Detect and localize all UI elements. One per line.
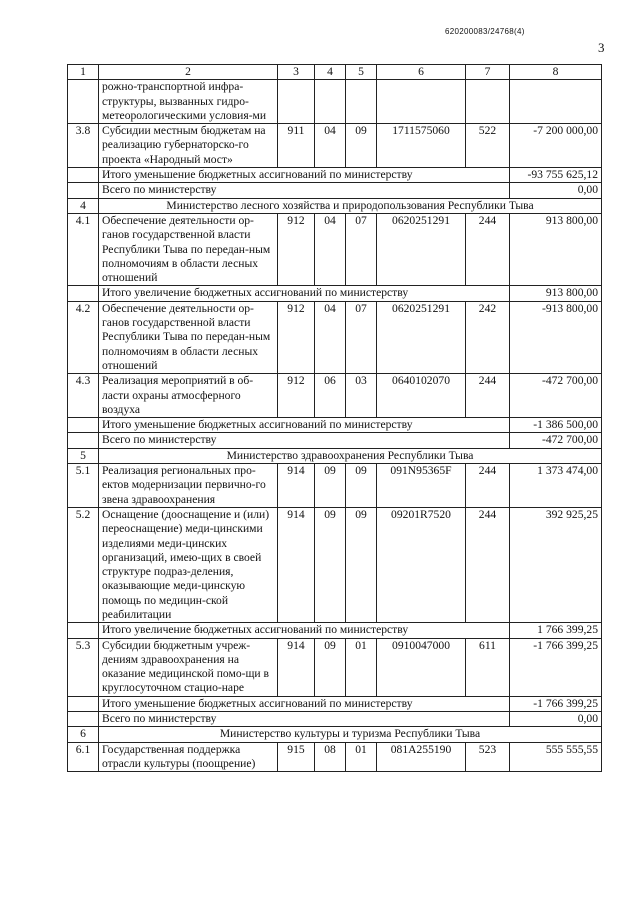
item-name: Реализация мероприятий в об-ласти охраны атмосферного воздуха <box>99 374 278 418</box>
amount: 1 373 474,00 <box>510 464 602 508</box>
table-body <box>68 65 602 772</box>
total-row <box>68 712 602 727</box>
item-name: Субсидии бюджетным учреж-дениям здравоохранения на оказание медицинской помо-щи в круглосуточном стацио-наре <box>99 638 278 696</box>
expense-type-code: 611 <box>466 638 510 696</box>
section-code: 08 <box>315 742 346 772</box>
subsection-code: 09 <box>346 507 377 622</box>
total-label: Итого увеличение бюджетных ассигнований по министерству <box>99 286 510 301</box>
table-row <box>68 464 602 508</box>
item-number: 5.1 <box>68 464 99 508</box>
subsection-code: 01 <box>346 638 377 696</box>
item-name: Обеспечение деятельности ор-ганов государственной власти Республики Тыва по передан-ным полномочиям в области лесных отношений <box>99 301 278 373</box>
table-row <box>68 213 602 285</box>
subsection-code: 01 <box>346 742 377 772</box>
empty-cell <box>68 286 99 301</box>
item-name: Реализация региональных про-ектов модернизации первично-го звена здравоохранения <box>99 464 278 508</box>
target-article-code <box>377 80 466 124</box>
amount: 555 555,55 <box>510 742 602 772</box>
empty-cell <box>68 623 99 638</box>
amount: -7 200 000,00 <box>510 124 602 168</box>
column-number-row <box>68 65 602 80</box>
target-article-code: 0620251291 <box>377 301 466 373</box>
amount: -1 766 399,25 <box>510 638 602 696</box>
ministry-code: 912 <box>278 374 315 418</box>
column-header: 2 <box>99 65 278 80</box>
empty-cell <box>68 183 99 198</box>
total-amount: 1 766 399,25 <box>510 623 602 638</box>
section-number: 5 <box>68 448 99 463</box>
ministry-code: 914 <box>278 464 315 508</box>
expense-type-code: 244 <box>466 374 510 418</box>
ministry-title: Министерство здравоохранения Республики Тыва <box>99 448 602 463</box>
item-number: 5.2 <box>68 507 99 622</box>
amount: 913 800,00 <box>510 213 602 285</box>
item-name: Субсидии местным бюджетам на реализацию губернаторско-го проекта «Народный мост» <box>99 124 278 168</box>
total-label: Итого уменьшение бюджетных ассигнований по министерству <box>99 168 510 183</box>
empty-cell <box>68 696 99 711</box>
item-number <box>68 80 99 124</box>
total-amount: 913 800,00 <box>510 286 602 301</box>
section-row <box>68 448 602 463</box>
table-row <box>68 507 602 622</box>
column-header: 8 <box>510 65 602 80</box>
amount: -472 700,00 <box>510 374 602 418</box>
ministry-code: 914 <box>278 507 315 622</box>
table-row <box>68 301 602 373</box>
total-label: Итого уменьшение бюджетных ассигнований по министерству <box>99 418 510 433</box>
subsection-code <box>346 80 377 124</box>
column-header: 1 <box>68 65 99 80</box>
item-number: 4.2 <box>68 301 99 373</box>
item-number: 3.8 <box>68 124 99 168</box>
expense-type-code: 523 <box>466 742 510 772</box>
item-number: 4.1 <box>68 213 99 285</box>
total-amount: -472 700,00 <box>510 433 602 448</box>
total-amount: -1 386 500,00 <box>510 418 602 433</box>
target-article-code: 1711575060 <box>377 124 466 168</box>
target-article-code: 091N95365F <box>377 464 466 508</box>
column-header: 3 <box>278 65 315 80</box>
table-row <box>68 80 602 124</box>
section-code: 09 <box>315 638 346 696</box>
empty-cell <box>68 433 99 448</box>
expense-type-code: 244 <box>466 213 510 285</box>
table-row <box>68 374 602 418</box>
amount: -913 800,00 <box>510 301 602 373</box>
total-row <box>68 183 602 198</box>
item-name: Обеспечение деятельности ор-ганов государственной власти Республики Тыва по передан-ным полномочиям в области лесных отношений <box>99 213 278 285</box>
target-article-code: 0620251291 <box>377 213 466 285</box>
table-row <box>68 124 602 168</box>
ministry-title: Министерство культуры и туризма Республики Тыва <box>99 727 602 742</box>
target-article-code: 0910047000 <box>377 638 466 696</box>
ministry-code: 911 <box>278 124 315 168</box>
item-name: Государственная поддержка отрасли культуры (поощрение) <box>99 742 278 772</box>
empty-cell <box>68 418 99 433</box>
ministry-code: 915 <box>278 742 315 772</box>
section-code: 04 <box>315 301 346 373</box>
total-row <box>68 168 602 183</box>
section-code: 09 <box>315 464 346 508</box>
ministry-code: 912 <box>278 301 315 373</box>
total-amount: -1 766 399,25 <box>510 696 602 711</box>
item-number: 5.3 <box>68 638 99 696</box>
total-row <box>68 433 602 448</box>
ministry-title: Министерство лесного хозяйства и природопользования Республики Тыва <box>99 198 602 213</box>
empty-cell <box>68 712 99 727</box>
section-number: 4 <box>68 198 99 213</box>
amount <box>510 80 602 124</box>
expense-type-code: 522 <box>466 124 510 168</box>
subsection-code: 07 <box>346 301 377 373</box>
section-row <box>68 198 602 213</box>
section-code: 06 <box>315 374 346 418</box>
total-row <box>68 418 602 433</box>
column-header: 6 <box>377 65 466 80</box>
expense-type-code: 244 <box>466 464 510 508</box>
ministry-code: 914 <box>278 638 315 696</box>
total-label: Всего по министерству <box>99 712 510 727</box>
section-number: 6 <box>68 727 99 742</box>
expense-type-code: 242 <box>466 301 510 373</box>
total-label: Итого увеличение бюджетных ассигнований по министерству <box>99 623 510 638</box>
subsection-code: 09 <box>346 464 377 508</box>
empty-cell <box>68 168 99 183</box>
subsection-code: 03 <box>346 374 377 418</box>
section-code: 04 <box>315 213 346 285</box>
amount: 392 925,25 <box>510 507 602 622</box>
ministry-code: 912 <box>278 213 315 285</box>
target-article-code: 081A255190 <box>377 742 466 772</box>
total-label: Всего по министерству <box>99 433 510 448</box>
item-name: Оснащение (дооснащение и (или) переоснащение) меди-цинскими изделиями меди-цинских организаций, имею-щих в своей структуре подраз-деления, оказывающие меди-цинскую помощь по медицин-ской реабилитации <box>99 507 278 622</box>
table-row <box>68 638 602 696</box>
item-number: 4.3 <box>68 374 99 418</box>
column-header: 7 <box>466 65 510 80</box>
subsection-code: 09 <box>346 124 377 168</box>
expense-type-code <box>466 80 510 124</box>
ministry-code <box>278 80 315 124</box>
item-number: 6.1 <box>68 742 99 772</box>
table-row <box>68 742 602 772</box>
total-amount: 0,00 <box>510 183 602 198</box>
item-name: рожно-транспортной инфра-структуры, вызванных гидро-метеорологическими условия-ми <box>99 80 278 124</box>
document-id: 620200083/24768(4) <box>445 27 525 36</box>
total-row <box>68 623 602 638</box>
total-row <box>68 696 602 711</box>
page-number: 3 <box>598 40 605 55</box>
target-article-code: 09201R7520 <box>377 507 466 622</box>
section-row <box>68 727 602 742</box>
column-header: 4 <box>315 65 346 80</box>
section-code: 09 <box>315 507 346 622</box>
total-amount: 0,00 <box>510 712 602 727</box>
section-code: 04 <box>315 124 346 168</box>
total-label: Всего по министерству <box>99 183 510 198</box>
target-article-code: 0640102070 <box>377 374 466 418</box>
total-row <box>68 286 602 301</box>
subsection-code: 07 <box>346 213 377 285</box>
column-header: 5 <box>346 65 377 80</box>
total-amount: -93 755 625,12 <box>510 168 602 183</box>
expense-type-code: 244 <box>466 507 510 622</box>
section-code <box>315 80 346 124</box>
budget-table <box>67 64 602 772</box>
total-label: Итого уменьшение бюджетных ассигнований по министерству <box>99 696 510 711</box>
